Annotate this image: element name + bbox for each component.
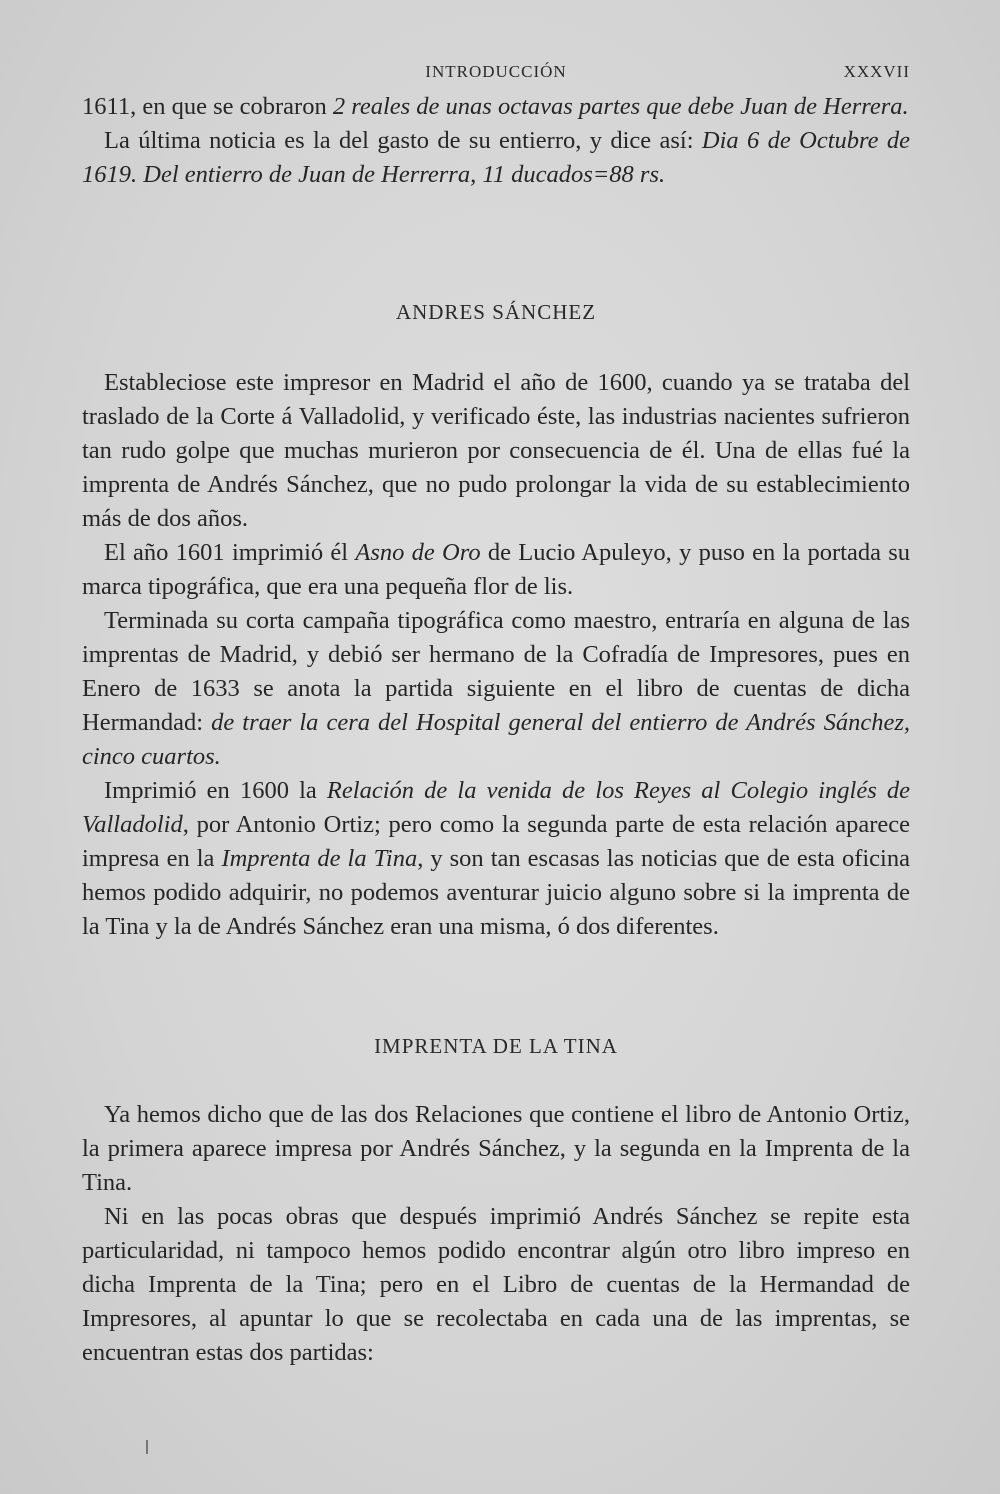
running-head <box>82 62 910 86</box>
text-run: Imprimió en 1600 la <box>104 777 327 804</box>
paragraph <box>82 536 910 604</box>
italic-run: Asno de Oro <box>355 539 481 566</box>
section-heading-imprenta-de-la-tina: IMPRENTA DE LA TINA <box>374 1034 618 1058</box>
paragraph: Estableciose este impresor en Madrid el año de 1600, cuando ya se trataba del traslado de la Corte á Valladolid, y verificado éste, las industrias nacientes sufrieron tan rudo golpe que muchas murieron por consecuencia de él. Una de ellas fué la imprenta de Andrés Sánchez, que no pudo prolongar la vida de su establecimiento más de dos años. <box>82 369 910 532</box>
text-run: , por Antonio Ortiz; pero como la segunda parte de esta relación aparece impresa en la <box>82 811 910 872</box>
paragraph: Ni en las pocas obras que después imprimió Andrés Sánchez se repite esta particularidad, ni tampoco hemos podido encontrar algún otro libro impreso en dicha Imprenta de la Tina; pero en el Libro de cuentas de la Hermandad de Impresores, al apuntar lo que se recolectaba en cada una de las imprentas, se encuentran estas dos partidas: <box>82 1203 910 1366</box>
text-run: 1611, en que se cobraron <box>82 93 333 120</box>
paragraph <box>82 774 910 944</box>
text-run: El año 1601 imprimió él <box>104 539 356 566</box>
italic-run: Imprenta de la Tina <box>221 845 418 872</box>
italic-run: 2 reales de unas octavas partes que debe Juan de Herrera. <box>332 93 909 120</box>
italic-run: de traer la cera del Hospital general del entierro de Andrés Sánchez, cinco cuartos. <box>82 709 910 770</box>
running-head-title: INTRODUCCIÓN <box>425 62 567 81</box>
text-run: de Lucio Apuleyo, y puso en la portada su marca tipográfica, que era una pequeña flor de lis. <box>82 539 910 600</box>
text-block-continuation <box>82 90 910 192</box>
paragraph <box>82 124 910 192</box>
paragraph <box>82 90 910 124</box>
text-run: Terminada su corta campaña tipográfica como maestro, entraría en alguna de las imprentas de Madrid, y debió ser hermano de la Cofradía de Impresores, pues en Enero de 1633 se anota la partida siguiente en el libro de cuentas de dicha Hermandad: <box>82 607 910 736</box>
paragraph <box>82 604 910 774</box>
text-run: , y son tan escasas las noticias que de esta oficina hemos podido adquirir, no podemos aventurar juicio alguno sobre si la imprenta de la Tina y la de Andrés Sánchez eran una misma, ó dos diferentes. <box>82 845 910 940</box>
text-run: La última noticia es la del gasto de su entierro, y dice así: <box>104 127 702 154</box>
page-blemish <box>146 1440 148 1454</box>
text-block-imprenta-de-la-tina <box>82 1098 910 1370</box>
section-heading-andres-sanchez: ANDRES SÁNCHEZ <box>395 300 597 324</box>
paragraph: Ya hemos dicho que de las dos Relaciones que contiene el libro de Antonio Ortiz, la primera aparece impresa por Andrés Sánchez, y la segunda en la Imprenta de la Tina. <box>82 1101 910 1196</box>
italic-run: Relación de la venida de los Reyes al Colegio inglés de Valladolid <box>82 777 911 838</box>
text-block-andres-sanchez <box>82 366 910 944</box>
page-number: XXXVII <box>843 62 910 81</box>
italic-run: Dia 6 de Octubre de 1619. Del entierro de Juan de Herrerra, 11 ducados=88 rs. <box>82 127 910 188</box>
